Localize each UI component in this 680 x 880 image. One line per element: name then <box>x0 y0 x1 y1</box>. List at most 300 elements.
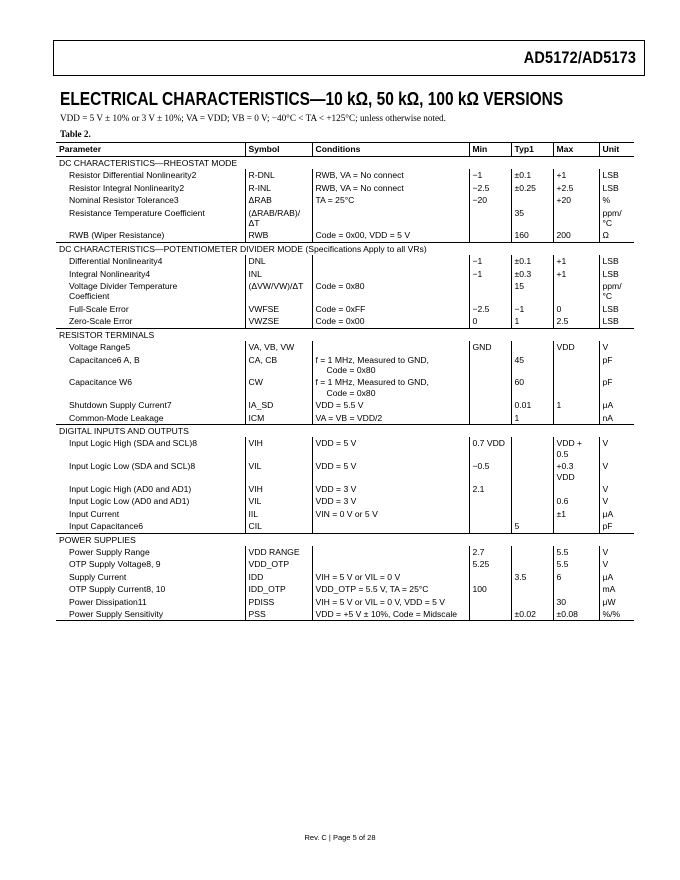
table-row <box>56 207 634 230</box>
symbol-cell <box>245 341 312 353</box>
param-cell <box>56 495 245 507</box>
max-cell <box>553 412 599 425</box>
conditions-cell-line-2: Code = 0x80 <box>326 364 376 375</box>
min-cell-line: −0.5 <box>472 461 490 472</box>
conditions-cell-line: Code = 0xFF <box>315 303 366 314</box>
typ-cell <box>511 303 553 315</box>
typ-cell <box>511 280 553 303</box>
unit-cell-line: LSB <box>602 316 619 327</box>
min-cell-line: 100 <box>472 584 487 595</box>
symbol-cell-line: VDD RANGE <box>248 547 300 557</box>
conditions-cell <box>312 194 469 206</box>
conditions-cell <box>312 483 469 495</box>
table-row <box>56 495 634 507</box>
param-cell <box>56 608 245 621</box>
symbol-cell <box>245 508 312 520</box>
min-cell-line: −20 <box>472 195 488 206</box>
header-unit: Unit <box>599 143 634 157</box>
unit-cell <box>599 596 634 608</box>
conditions-cell <box>312 558 469 570</box>
unit-cell-line: μA <box>602 571 614 582</box>
conditions-cell <box>312 376 469 399</box>
unit-cell <box>599 495 634 507</box>
conditions-cell-line: Code = 0x80 <box>315 281 365 292</box>
unit-cell-line: V <box>602 342 609 353</box>
max-cell <box>553 495 599 507</box>
max-cell <box>553 341 599 353</box>
param-cell-line: Resistor Differential Nonlinearity2 <box>69 170 197 181</box>
page-header <box>53 40 645 76</box>
typ-cell <box>511 546 553 558</box>
conditions-cell <box>312 460 469 483</box>
table-row <box>56 558 634 570</box>
section-header-row <box>56 157 634 170</box>
typ-cell <box>511 508 553 520</box>
max-cell <box>553 608 599 621</box>
unit-cell <box>599 229 634 242</box>
table-row <box>56 341 634 353</box>
min-cell <box>469 508 511 520</box>
param-cell-line: Supply Current <box>69 571 127 582</box>
unit-cell <box>599 520 634 533</box>
min-cell <box>469 255 511 267</box>
typ-cell-line: −1 <box>514 303 525 314</box>
symbol-cell-line: IDD_OTP <box>248 584 286 595</box>
conditions-cell-line: VDD = 5 V <box>315 461 357 472</box>
section-label: DIGITAL INPUTS AND OUTPUTS <box>56 424 634 437</box>
max-cell-line: +1 <box>556 256 567 267</box>
unit-cell-line: LSB <box>602 170 619 181</box>
min-cell <box>469 608 511 621</box>
max-cell <box>553 194 599 206</box>
typ-cell <box>511 399 553 411</box>
unit-cell-line: μW <box>602 596 616 607</box>
min-cell <box>469 520 511 533</box>
param-cell <box>56 354 245 377</box>
typ-cell <box>511 571 553 583</box>
header-typ: Typ1 <box>511 143 553 157</box>
max-cell-line: +2.5 <box>556 182 574 193</box>
symbol-cell <box>245 608 312 621</box>
param-cell <box>56 182 245 194</box>
min-cell-line: 2.7 <box>472 547 485 557</box>
max-cell <box>553 354 599 377</box>
min-cell-line: 5.25 <box>472 559 490 570</box>
unit-cell <box>599 207 634 230</box>
param-cell-line: Input Logic High (SDA and SCL)8 <box>69 438 198 449</box>
min-cell <box>469 354 511 377</box>
typ-cell <box>511 182 553 194</box>
param-cell-line: Power Supply Range <box>69 547 150 557</box>
conditions-cell <box>312 546 469 558</box>
symbol-cell-line: IIL <box>248 508 259 519</box>
conditions-cell-line-2: Code = 0x80 <box>326 387 376 398</box>
unit-cell-line: V <box>602 559 609 570</box>
param-cell <box>56 596 245 608</box>
symbol-cell <box>245 268 312 280</box>
conditions-cell-line: VDD = 3 V <box>315 496 357 507</box>
unit-cell <box>599 169 634 181</box>
max-cell <box>553 437 599 460</box>
symbol-cell <box>245 255 312 267</box>
symbol-cell <box>245 303 312 315</box>
symbol-cell-line: VIH <box>248 483 263 494</box>
unit-cell-line: ppm/°C <box>602 281 622 302</box>
min-cell <box>469 460 511 483</box>
param-cell-line: Power Supply Sensitivity <box>69 609 164 620</box>
conditions-cell <box>312 268 469 280</box>
table-row <box>56 255 634 267</box>
conditions-cell-line: VIH = 5 V or VIL = 0 V, VDD = 5 V <box>315 596 446 607</box>
max-cell-line: ±0.08 <box>556 609 578 620</box>
conditions-cell <box>312 583 469 595</box>
symbol-cell <box>245 596 312 608</box>
table-row <box>56 483 634 495</box>
typ-cell-line: 60 <box>514 377 525 388</box>
section-label: POWER SUPPLIES <box>56 533 634 546</box>
max-cell-line: VDD <box>556 342 575 353</box>
unit-cell <box>599 376 634 399</box>
table-row <box>56 399 634 411</box>
table-row <box>56 437 634 460</box>
param-cell <box>56 437 245 460</box>
param-cell <box>56 412 245 425</box>
max-cell-line: 30 <box>556 596 567 607</box>
section-header-row <box>56 533 634 546</box>
unit-cell <box>599 608 634 621</box>
typ-cell <box>511 169 553 181</box>
max-cell <box>553 583 599 595</box>
min-cell-line: GND <box>472 342 492 353</box>
param-cell <box>56 207 245 230</box>
symbol-cell <box>245 182 312 194</box>
symbol-cell <box>245 399 312 411</box>
min-cell <box>469 207 511 230</box>
symbol-cell-line: CW <box>248 377 263 388</box>
symbol-cell-line: VWFSE <box>248 303 280 314</box>
symbol-cell-line: PDISS <box>248 596 275 607</box>
header-symbol: Symbol <box>245 143 312 157</box>
symbol-cell-line: RWB <box>248 230 269 241</box>
typ-cell <box>511 376 553 399</box>
symbol-cell <box>245 354 312 377</box>
conditions-cell-line: f = 1 MHz, Measured to GND, <box>315 354 429 365</box>
typ-cell-line: ±0.3 <box>514 268 532 279</box>
param-cell-line: Zero-Scale Error <box>69 316 133 327</box>
conditions-cell <box>312 437 469 460</box>
section-header-row <box>56 328 634 341</box>
header-max: Max <box>553 143 599 157</box>
conditions-cell <box>312 412 469 425</box>
unit-cell-line: pF <box>602 377 613 388</box>
param-cell <box>56 558 245 570</box>
unit-cell-line: V <box>602 461 609 472</box>
typ-cell <box>511 495 553 507</box>
table-row <box>56 229 634 242</box>
unit-cell-line: μA <box>602 508 614 519</box>
symbol-cell-line: CIL <box>248 521 262 532</box>
max-cell <box>553 255 599 267</box>
symbol-cell-line: VIH <box>248 438 263 449</box>
typ-cell-line: 160 <box>514 230 529 241</box>
param-cell-line: Shutdown Supply Current7 <box>69 400 172 411</box>
param-cell-line: Resistor Integral Nonlinearity2 <box>69 182 185 193</box>
table-row <box>56 354 634 377</box>
param-cell <box>56 583 245 595</box>
conditions-cell-line: Code = 0x00, VDD = 5 V <box>315 230 411 241</box>
max-cell <box>553 376 599 399</box>
symbol-cell <box>245 460 312 483</box>
unit-cell-line: % <box>602 195 611 206</box>
min-cell-line: 0 <box>472 316 478 327</box>
min-cell-line: −2.5 <box>472 182 490 193</box>
max-cell <box>553 280 599 303</box>
param-cell-line: OTP Supply Current8, 10 <box>69 584 166 595</box>
table-row <box>56 583 634 595</box>
max-cell-line: +1 <box>556 170 567 181</box>
unit-cell <box>599 437 634 460</box>
unit-cell <box>599 182 634 194</box>
conditions-cell-line: RWB, VA = No connect <box>315 182 404 193</box>
max-cell-line: 0 <box>556 303 562 314</box>
param-cell-line: OTP Supply Voltage8, 9 <box>69 559 161 570</box>
unit-cell <box>599 194 634 206</box>
symbol-cell-line: R-DNL <box>248 170 275 181</box>
table-row <box>56 596 634 608</box>
symbol-cell-line: VDD_OTP <box>248 559 290 570</box>
max-cell-line-2: VDD <box>556 471 575 482</box>
param-cell-line-2: Coefficient <box>69 291 110 302</box>
table-row <box>56 546 634 558</box>
typ-cell <box>511 207 553 230</box>
typ-cell <box>511 229 553 242</box>
param-cell <box>56 483 245 495</box>
param-cell-line: Input Logic Low (SDA and SCL)8 <box>69 461 196 472</box>
min-cell <box>469 583 511 595</box>
conditions-cell <box>312 169 469 181</box>
unit-cell-line: V <box>602 483 609 494</box>
symbol-cell <box>245 207 312 230</box>
symbol-cell <box>245 558 312 570</box>
param-cell <box>56 460 245 483</box>
conditions-cell <box>312 608 469 621</box>
unit-cell-line: ppm/°C <box>602 207 622 229</box>
table-header-row <box>56 143 634 157</box>
min-cell <box>469 558 511 570</box>
unit-cell-line: V <box>602 547 609 557</box>
table-row <box>56 508 634 520</box>
min-cell <box>469 315 511 328</box>
test-conditions: VDD = 5 V ± 10% or 3 V ± 10%; VA = VDD; VB = 0 V; −40°C < TA < +125°C; unless otherwise noted. <box>60 113 446 123</box>
max-cell <box>553 571 599 583</box>
max-cell <box>553 182 599 194</box>
param-cell-line: Resistance Temperature Coefficient <box>69 207 205 218</box>
symbol-cell-line: VIL <box>248 496 262 507</box>
param-cell <box>56 255 245 267</box>
param-cell <box>56 571 245 583</box>
unit-cell-line: LSB <box>602 256 619 267</box>
table-row <box>56 460 634 483</box>
unit-cell <box>599 571 634 583</box>
unit-cell-line: μA <box>602 400 614 411</box>
min-cell <box>469 341 511 353</box>
param-cell <box>56 194 245 206</box>
symbol-cell <box>245 280 312 303</box>
param-cell <box>56 169 245 181</box>
part-number: AD5172/AD5173 <box>523 48 636 67</box>
header-min: Min <box>469 143 511 157</box>
conditions-cell <box>312 571 469 583</box>
symbol-cell <box>245 229 312 242</box>
table-row <box>56 303 634 315</box>
max-cell-line: +1 <box>556 268 567 279</box>
unit-cell <box>599 255 634 267</box>
conditions-cell <box>312 255 469 267</box>
typ-cell <box>511 437 553 460</box>
table-row <box>56 376 634 399</box>
unit-cell-line: nA <box>602 412 614 423</box>
unit-cell-line: LSB <box>602 268 619 279</box>
table-row <box>56 268 634 280</box>
symbol-cell <box>245 412 312 425</box>
unit-cell <box>599 546 634 558</box>
conditions-cell <box>312 229 469 242</box>
unit-cell-line: LSB <box>602 303 619 314</box>
typ-cell <box>511 558 553 570</box>
min-cell <box>469 483 511 495</box>
unit-cell-line: LSB <box>602 182 619 193</box>
min-cell-line: 2.1 <box>472 483 485 494</box>
typ-cell-line: ±0.1 <box>514 256 532 267</box>
symbol-cell-line: (ΔRAB/RAB)/ΔT <box>248 207 301 229</box>
unit-cell <box>599 303 634 315</box>
min-cell <box>469 495 511 507</box>
symbol-cell <box>245 546 312 558</box>
min-cell <box>469 546 511 558</box>
typ-cell <box>511 255 553 267</box>
conditions-cell <box>312 354 469 377</box>
electrical-characteristics-table <box>56 142 634 621</box>
symbol-cell <box>245 169 312 181</box>
min-cell <box>469 169 511 181</box>
typ-cell <box>511 268 553 280</box>
param-cell <box>56 520 245 533</box>
param-cell-line: Nominal Resistor Tolerance3 <box>69 195 179 206</box>
unit-cell-line: pF <box>602 521 613 532</box>
unit-cell <box>599 354 634 377</box>
param-cell-line: RWB (Wiper Resistance) <box>69 230 165 241</box>
conditions-cell-line: f = 1 MHz, Measured to GND, <box>315 377 429 388</box>
typ-cell <box>511 583 553 595</box>
conditions-cell <box>312 508 469 520</box>
unit-cell <box>599 341 634 353</box>
max-cell-line: VDD + 0.5 <box>556 438 583 459</box>
section-label: DC CHARACTERISTICS—RHEOSTAT MODE <box>56 157 634 170</box>
typ-cell <box>511 412 553 425</box>
conditions-cell-line: VIH = 5 V or VIL = 0 V <box>315 571 401 582</box>
param-cell-line: Voltage Divider Temperature <box>69 281 178 292</box>
symbol-cell-line: ΔRAB <box>248 195 272 206</box>
symbol-cell <box>245 437 312 460</box>
typ-cell-line: 0.01 <box>514 400 532 411</box>
unit-cell-line: V <box>602 438 609 449</box>
max-cell <box>553 303 599 315</box>
param-cell <box>56 508 245 520</box>
conditions-cell-line: VDD = +5 V ± 10%, Code = Midscale <box>315 609 458 620</box>
table-row <box>56 315 634 328</box>
symbol-cell <box>245 583 312 595</box>
max-cell-line: 200 <box>556 230 571 241</box>
typ-cell-line: ±0.02 <box>514 609 536 620</box>
max-cell <box>553 546 599 558</box>
conditions-cell-line: VIN = 0 V or 5 V <box>315 508 378 519</box>
table-row <box>56 194 634 206</box>
symbol-cell-line: CA, CB <box>248 354 278 365</box>
param-cell-line: Input Logic High (AD0 and AD1) <box>69 483 192 494</box>
param-cell <box>56 315 245 328</box>
symbol-cell <box>245 483 312 495</box>
table-caption: Table 2. <box>60 129 91 139</box>
conditions-cell-line: Code = 0x00 <box>315 316 365 327</box>
typ-cell-line: ±0.1 <box>514 170 532 181</box>
section-title: ELECTRICAL CHARACTERISTICS—10 kΩ, 50 kΩ, 100 kΩ VERSIONS <box>60 89 564 109</box>
max-cell-line: 1 <box>556 400 562 411</box>
max-cell-line: +20 <box>556 195 572 206</box>
symbol-cell <box>245 315 312 328</box>
min-cell <box>469 376 511 399</box>
header-parameter: Parameter <box>56 143 245 157</box>
section-label: DC CHARACTERISTICS—POTENTIOMETER DIVIDER MODE (Specifications Apply to all VRs) <box>56 242 634 255</box>
param-cell-line: Power Dissipation11 <box>69 596 147 607</box>
unit-cell <box>599 583 634 595</box>
unit-cell <box>599 399 634 411</box>
symbol-cell-line: (ΔVW/VW)/ΔT <box>248 281 304 292</box>
min-cell-line: 0.7 VDD <box>472 438 505 449</box>
param-cell-line: Capacitance6 A, B <box>69 354 140 365</box>
typ-cell-line: 3.5 <box>514 571 527 582</box>
typ-cell <box>511 341 553 353</box>
section-header-row <box>56 424 634 437</box>
typ-cell-line: ±0.25 <box>514 182 536 193</box>
max-cell <box>553 399 599 411</box>
table-row <box>56 169 634 181</box>
symbol-cell <box>245 571 312 583</box>
typ-cell-line: 1 <box>514 412 520 423</box>
param-cell <box>56 376 245 399</box>
symbol-cell-line: IA_SD <box>248 400 274 411</box>
symbol-cell-line: DNL <box>248 256 266 267</box>
symbol-cell-line: VWZSE <box>248 316 280 327</box>
conditions-cell-line: VDD = 5.5 V <box>315 400 364 411</box>
conditions-cell <box>312 315 469 328</box>
symbol-cell-line: R-INL <box>248 182 271 193</box>
max-cell-line: ±1 <box>556 508 566 519</box>
param-cell-line: Input Capacitance6 <box>69 521 144 532</box>
max-cell-line: 0.6 <box>556 496 569 507</box>
table-body <box>56 157 634 621</box>
typ-cell <box>511 608 553 621</box>
table-row <box>56 412 634 425</box>
typ-cell-line: 45 <box>514 354 525 365</box>
min-cell <box>469 194 511 206</box>
unit-cell-line: mA <box>602 584 616 595</box>
max-cell <box>553 229 599 242</box>
typ-cell <box>511 596 553 608</box>
min-cell <box>469 280 511 303</box>
typ-cell <box>511 354 553 377</box>
typ-cell <box>511 520 553 533</box>
unit-cell <box>599 268 634 280</box>
